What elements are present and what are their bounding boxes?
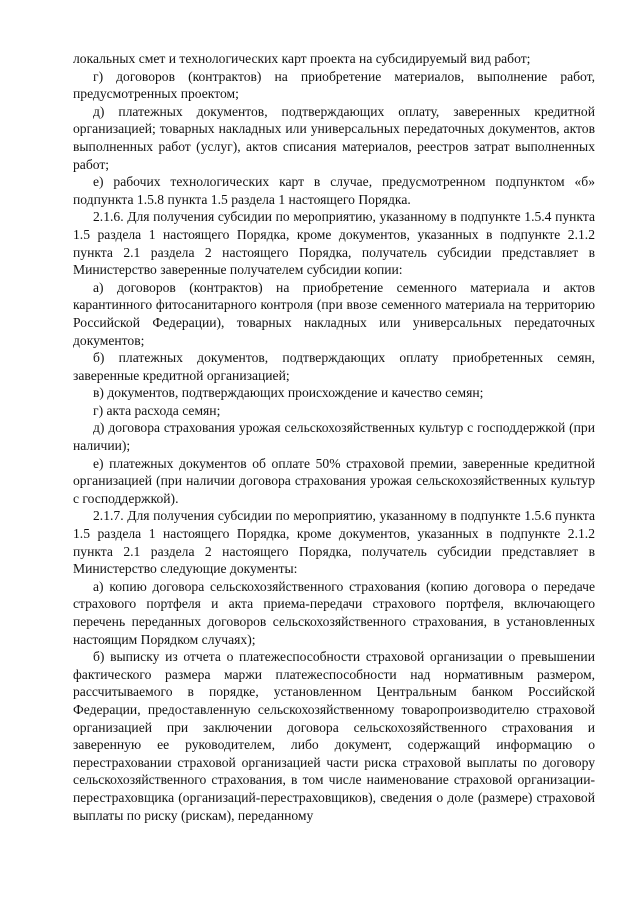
paragraph-2-1-7-a: а) копию договора сельскохозяйственного страхования (копию договора о передаче страхового портфеля и акта приема-передачи страхового портфеля, включающего перечень переданных договоров сельскохозяйственного страхования, в установленных настоящим Порядком случаях);: [73, 578, 595, 647]
paragraph-item-d: д) платежных документов, подтверждающих оплату, заверенных кредитной организацией; товарных накладных или универсальных передаточных документов, актов выполненных работ (услуг), актов списания материалов, реестров затрат выполненных работ;: [73, 103, 595, 172]
paragraph-2-1-6-d: д) договора страхования урожая сельскохозяйственных культур с господдержкой (при наличии);: [73, 420, 595, 454]
paragraph-item-g: г) договоров (контрактов) на приобретение материалов, выполнение работ, предусмотренных проектом;: [73, 68, 595, 102]
document-page: [73, 50, 595, 824]
paragraph-2-1-7-b: б) выписку из отчета о платежеспособности страховой организации о превышении фактического размера маржи платежеспособности над нормативным размером, рассчитываемого в порядке, установленном Центральным банком Российской Федерации, предоставленную сельскохозяйственному товаропроизводителю страховой организацией при заключении договора сельскохозяйственного страхования и заверенную ее руководителем, либо документ, содержащий информацию о перестраховании страховой организацией части риска страховой выплаты по договору сельскохозяйственного страхования, в том числе наименование страховой организации-перестраховщика (организаций-перестраховщиков), сведения о доле (размере) страховой выплаты по риску (рискам), переданному: [73, 649, 595, 823]
paragraph-2-1-7: 2.1.7. Для получения субсидии по мероприятию, указанному в подпункте 1.5.6 пункта 1.5 раздела 1 настоящего Порядка, кроме документов, указанных в подпункте 2.1.2 пункта 2.1 раздела 2 настоящего Порядка, получатель субсидии представляет в Министерство следующие документы:: [73, 508, 595, 577]
paragraph-2-1-6-a: а) договоров (контрактов) на приобретение семенного материала и актов карантинного фитосанитарного контроля (при ввозе семенного материала на территорию Российской Федерации), товарных накладных или универсальных передаточных документов;: [73, 279, 595, 348]
paragraph-2-1-6-e: е) платежных документов об оплате 50% страховой премии, заверенные кредитной организацией (при наличии договора страхования урожая сельскохозяйственных культур с господдержкой).: [73, 455, 595, 506]
paragraph-2-1-6-v: в) документов, подтверждающих происхождение и качество семян;: [93, 385, 484, 401]
paragraph-2-1-6-b: б) платежных документов, подтверждающих оплату приобретенных семян, заверенные кредитной организацией;: [73, 350, 595, 383]
paragraph-item-e: е) рабочих технологических карт в случае, предусмотренном подпунктом «б» подпункта 1.5.8 пункта 1.5 раздела 1 настоящего Порядка.: [73, 174, 595, 207]
paragraph-2-1-6-g: г) акта расхода семян;: [93, 402, 221, 418]
paragraph-continuation: локальных смет и технологических карт проекта на субсидируемый вид работ;: [73, 51, 531, 66]
paragraph-2-1-6: 2.1.6. Для получения субсидии по мероприятию, указанному в подпункте 1.5.4 пункта 1.5 раздела 1 настоящего Порядка, кроме документов, указанных в подпункте 2.1.2 пункта 2.1 раздела 2 настоящего Порядка, получатель субсидии представляет в Министерство заверенные получателем субсидии копии:: [73, 209, 595, 278]
